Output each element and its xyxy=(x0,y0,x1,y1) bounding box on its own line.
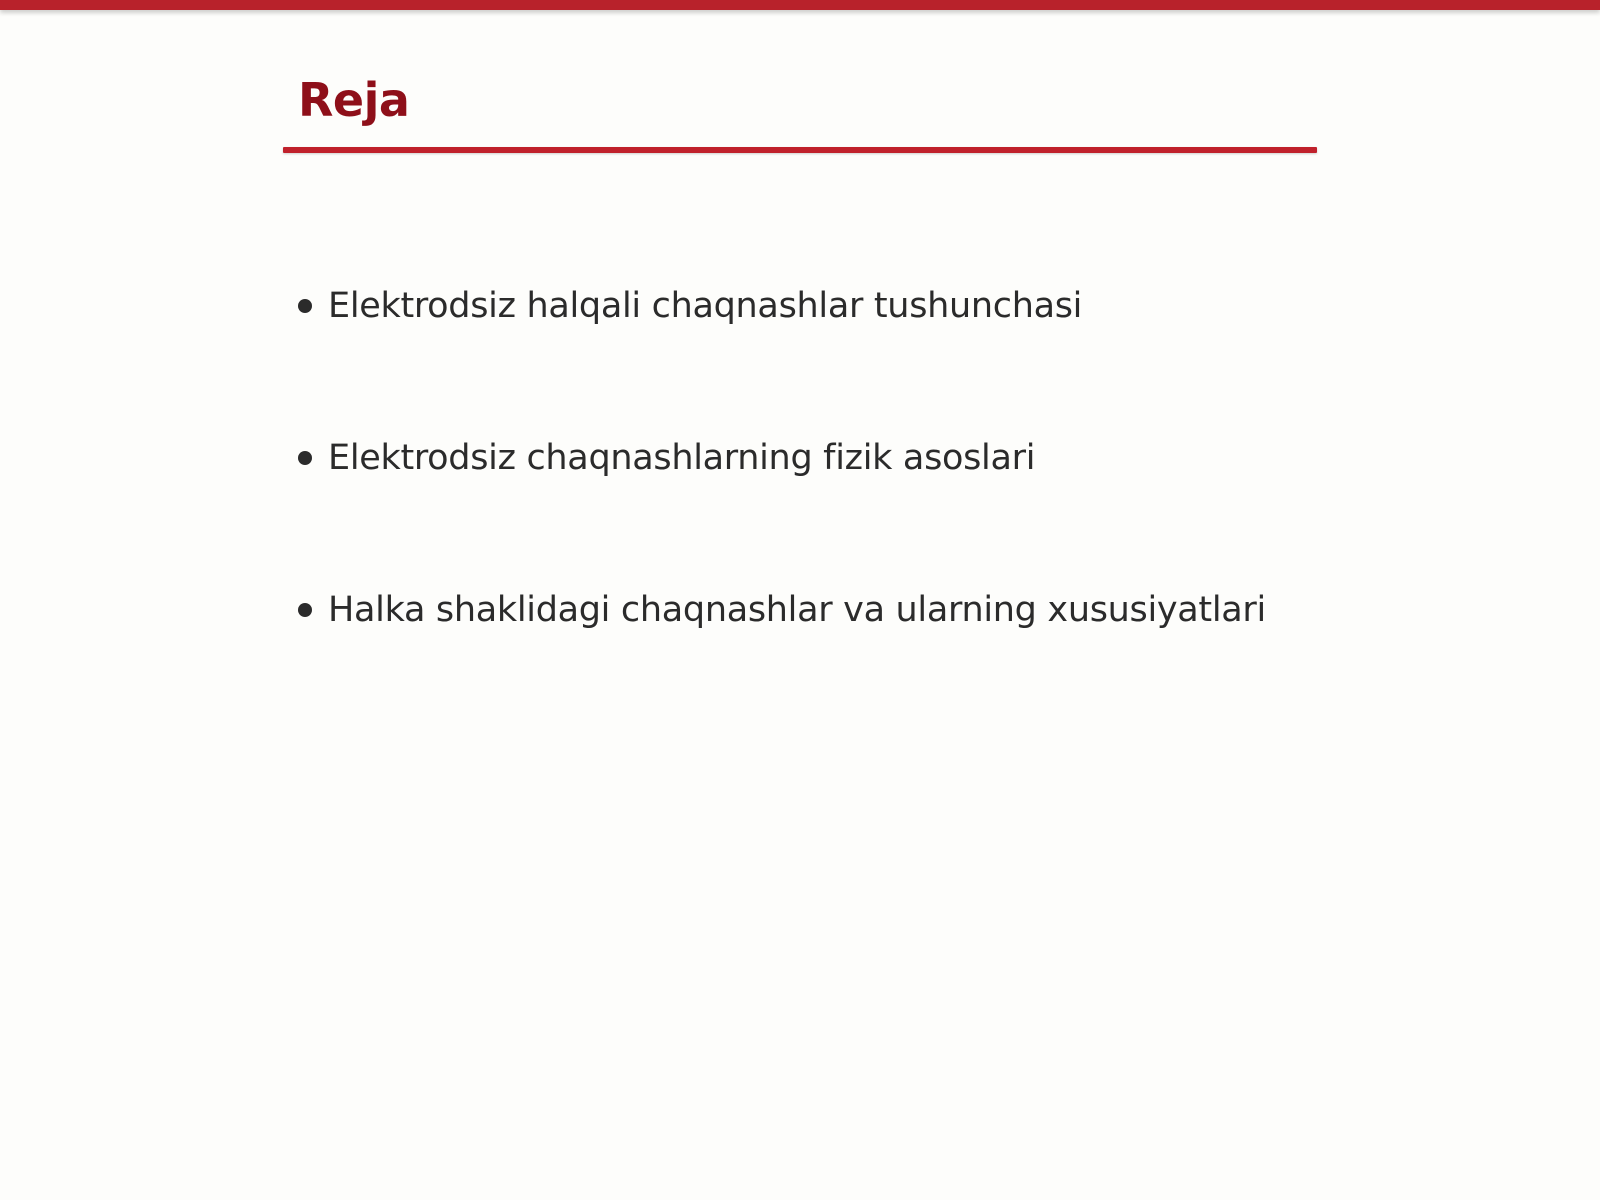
bullet-item xyxy=(298,584,1398,636)
title-underline xyxy=(283,147,1317,153)
bullet-item xyxy=(298,432,1398,484)
bullet-text: Elektrodsiz chaqnashlarning fizik asoslari xyxy=(328,438,1036,478)
slide-title: Reja xyxy=(298,73,410,127)
bullet-list xyxy=(298,280,1398,736)
bullet-icon xyxy=(298,603,312,617)
bullet-text: Halka shaklidagi chaqnashlar va ularning xususiyatlari xyxy=(328,590,1266,630)
bullet-icon xyxy=(298,299,312,313)
bullet-text: Elektrodsiz halqali chaqnashlar tushunchasi xyxy=(328,286,1083,326)
bullet-icon xyxy=(298,451,312,465)
bullet-item xyxy=(298,280,1398,332)
